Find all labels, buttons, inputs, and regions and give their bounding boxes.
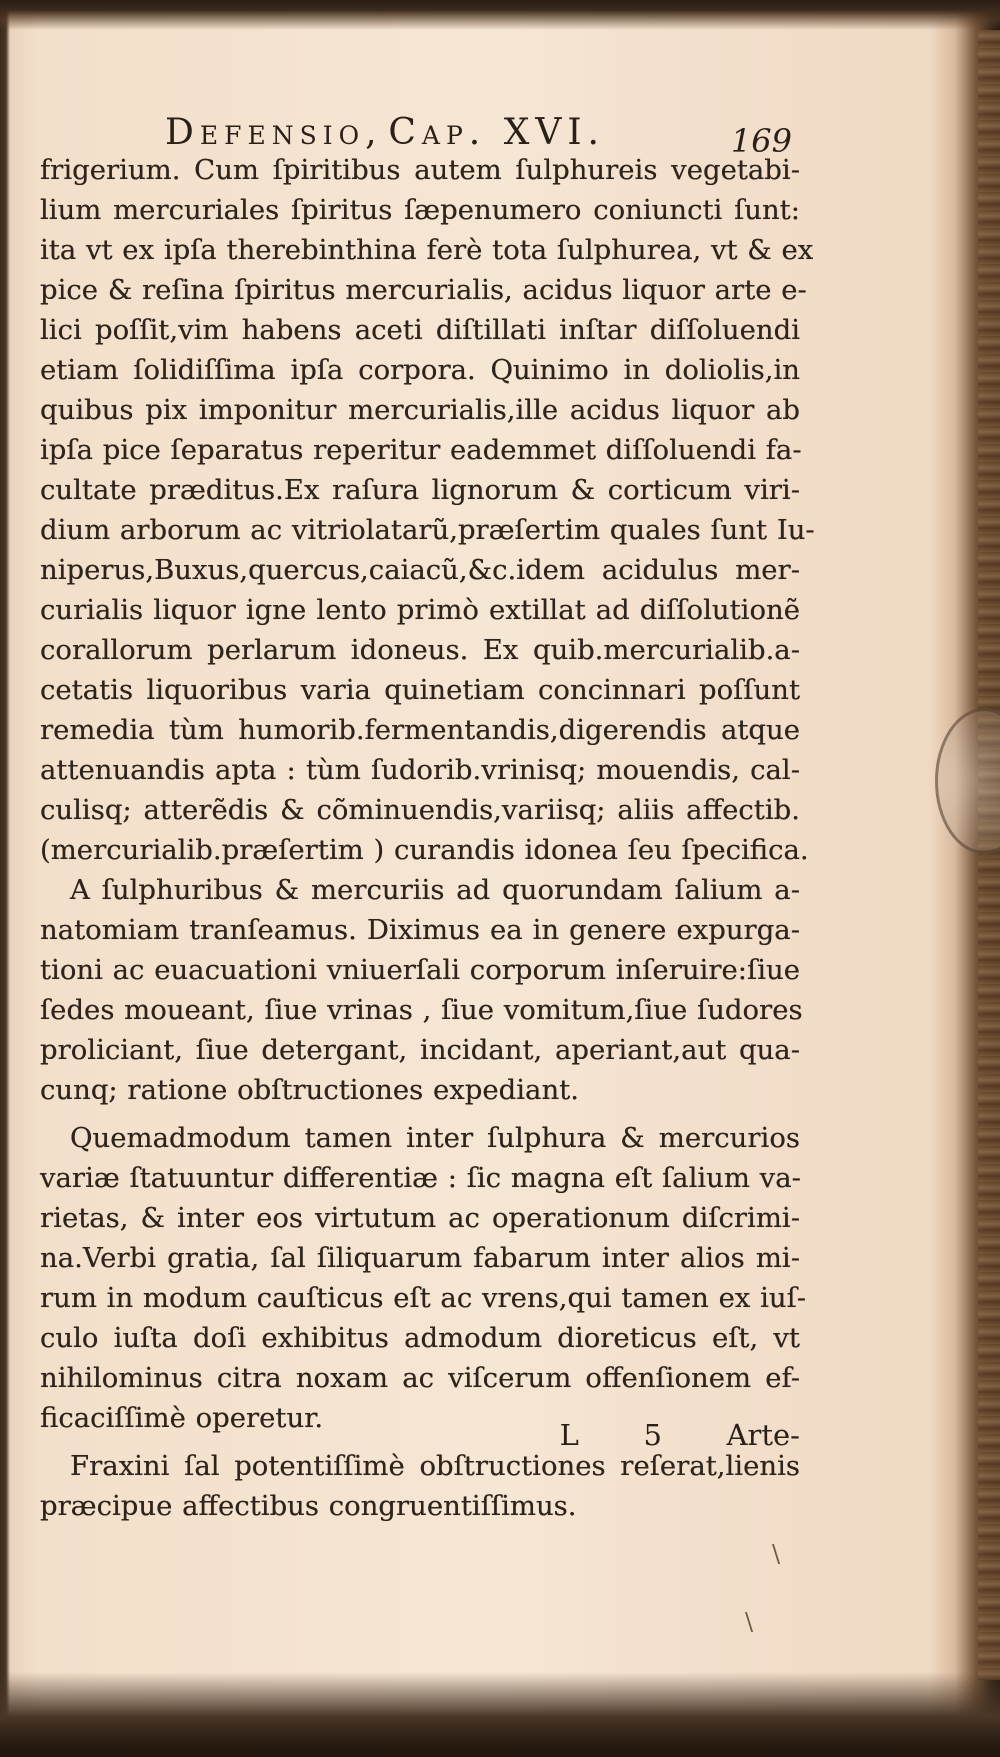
text-line: cetatis liquoribus varia quinetiam concinnari poſſunt (40, 674, 800, 706)
text-line: pice & reſina ſpiritus mercurialis, acidus liquor arte e- (40, 274, 807, 306)
text-line: lici poſſit,vim habens aceti diſtillati inſtar diſſoluendi (40, 314, 800, 346)
text-line: lium mercuriales ſpiritus ſæpenumero coniuncti ſunt: (40, 194, 800, 226)
text-line: frigerium. Cum ſpiritibus autem ſulphureis vegetabi- (40, 154, 800, 186)
text-line: nihilominus citra noxam ac viſcerum offenſionem ef- (40, 1362, 800, 1394)
text-line: cultate præditus.Ex raſura lignorum & corticum viri- (40, 474, 800, 506)
text-line: etiam ſolidiſſima ipſa corpora. Quinimo in doliolis,in (40, 354, 800, 386)
text-line: (mercurialib.præſertim ) curandis idonea ſeu ſpecifica. (40, 834, 809, 866)
margin-tick: \ (745, 1608, 754, 1636)
text-line: remedia tùm humorib.fermentandis,digerendis atque (40, 714, 800, 746)
bottom-binding-shadow (0, 1672, 1000, 1757)
text-line: curialis liquor igne lento primò extillat ad diſſolutionẽ (40, 594, 800, 626)
catchword: Arte- (726, 1418, 800, 1452)
margin-tick: \ (772, 1540, 781, 1568)
text-line: culo iuſta doſi exhibitus admodum dioreticus eſt, vt (40, 1322, 800, 1354)
text-line: A ſulphuribus & mercuriis ad quorundam ſalium a- (70, 874, 800, 906)
text-line: culisq; atterẽdis & cõminuendis,variisq; aliis affectib. (40, 794, 800, 826)
signature-mark: L (559, 1418, 579, 1452)
text-line: Quemadmodum tamen inter ſulphura & mercurios (70, 1122, 800, 1154)
text-line: Fraxini ſal potentiſſimè obſtructiones reſerat,lienis (70, 1450, 800, 1482)
text-line: ita vt ex ipſa therebinthina ferè tota ſulphurea, vt & ex (40, 234, 814, 266)
text-line: corallorum perlarum idoneus. Ex quib.mercurialib.a- (40, 634, 800, 666)
signature-number: 5 (643, 1418, 662, 1452)
text-line: niperus,Buxus,quercus,caiacũ,&c.idem acidulus mer- (40, 554, 800, 586)
page-edge-stack (978, 30, 1000, 1680)
text-line: na.Verbi gratia, ſal ſiliquarum fabarum inter alios mi- (40, 1242, 800, 1274)
text-line: rietas, & inter eos virtutum ac operationum diſcrimi- (40, 1202, 800, 1234)
text-line: natomiam tranſeamus. Diximus ea in genere expurga- (40, 914, 800, 946)
catchword-line (40, 1418, 800, 1458)
text-line: præcipue affectibus congruentiſſimus. (40, 1490, 577, 1522)
text-line: ficaciſſimè operetur. (40, 1402, 324, 1434)
running-header (165, 112, 795, 154)
text-line: cunq; ratione obſtructiones expediant. (40, 1074, 579, 1106)
text-line: ipſa pice ſeparatus reperitur eademmet diſſoluendi fa- (40, 434, 802, 466)
text-line: quibus pix imponitur mercurialis,ille acidus liquor ab (40, 394, 800, 426)
text-line: attenuandis apta : tùm ſudorib.vrinisq; mouendis, cal- (40, 754, 800, 786)
text-line: variæ ſtatuuntur differentiæ : ſic magna eſt ſalium va- (40, 1162, 801, 1194)
page-number: 169 (730, 122, 792, 160)
running-title: Defensio, (165, 112, 383, 153)
text-line: tioni ac euacuationi vniuerſali corporum inſeruire:ſiue (40, 954, 801, 986)
text-line: proliciant, ſiue detergant, incidant, aperiant,aut qua- (40, 1034, 800, 1066)
text-line: ſedes moueant, ſiue vrinas , ſiue vomitum,ſiue ſudores (40, 994, 803, 1026)
body-text (40, 150, 815, 1522)
page-clip-ring (935, 708, 1000, 854)
top-binding-shadow (0, 0, 1000, 30)
chapter-label: Cap. XVI. (388, 112, 605, 153)
text-line: dium arborum ac vitriolatarũ,præſertim quales ſunt Iu- (40, 514, 815, 546)
text-line: rum in modum cauſticus eſt ac vrens,qui tamen ex iuſ- (40, 1282, 807, 1314)
